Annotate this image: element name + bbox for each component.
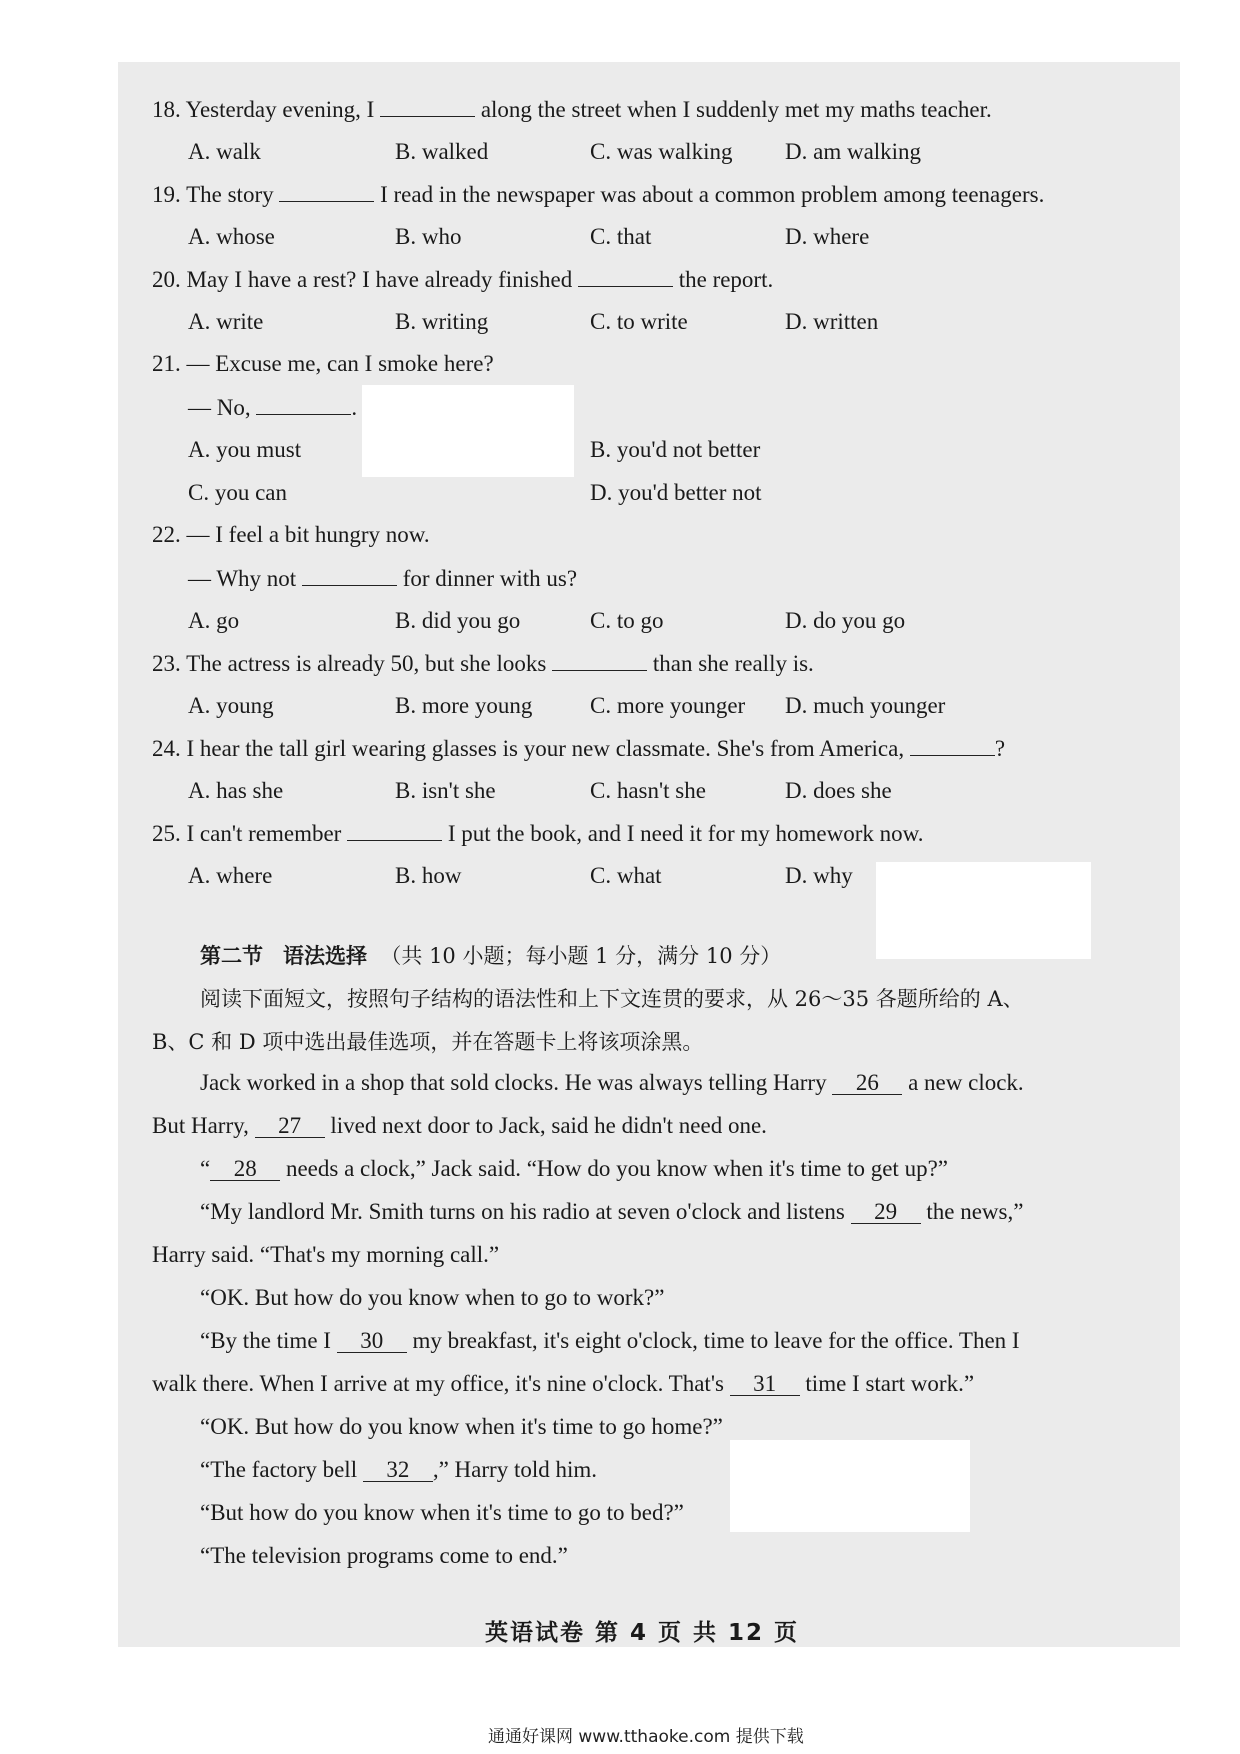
white-patch-2: [876, 862, 1091, 959]
page-footer: 英语试卷 第 4 页 共 12 页: [485, 1620, 800, 1646]
white-patch-1: [362, 385, 574, 477]
blank-28: 28: [210, 1158, 280, 1181]
section-score: （共 10 小题；每小题 1 分，满分 10 分）: [380, 944, 782, 968]
option-d: D. where: [785, 224, 870, 249]
passage-text: my breakfast, it's eight o'clock, time to leave for the office. Then I: [412, 1328, 1020, 1353]
option-a: A. young: [188, 693, 274, 718]
question-text: Yesterday evening, I: [185, 97, 375, 122]
option-a: A. write: [188, 309, 264, 334]
option-b: B. who: [395, 224, 462, 249]
option-d: D. do you go: [785, 608, 906, 633]
question-text: — No,: [188, 395, 251, 420]
question-18: [152, 96, 992, 123]
white-patch-3: [730, 1440, 970, 1532]
passage-text: time I start work.”: [805, 1371, 975, 1396]
answer-blank: [347, 820, 442, 841]
option-d: D. am walking: [785, 139, 922, 164]
passage-line: [200, 1156, 948, 1182]
passage-line: [200, 1457, 597, 1483]
question-text: the report.: [678, 267, 774, 292]
passage-text: lived next door to Jack, said he didn't need one.: [330, 1113, 767, 1138]
option-c: C. you can: [188, 480, 288, 505]
question-number: 23.: [152, 651, 181, 676]
question-text: I put the book, and I need it for my homework now.: [447, 821, 924, 846]
option-b: B. walked: [395, 139, 489, 164]
section-instruction: B、C 和 D 项中选出最佳选项，并在答题卡上将该项涂黑。: [152, 1030, 704, 1054]
question-number: 20.: [152, 267, 181, 292]
option-a: A. go: [188, 608, 240, 633]
option-c: C. was walking: [590, 139, 733, 164]
option-c: C. to go: [590, 608, 664, 633]
question-text: along the street when I suddenly met my maths teacher.: [480, 97, 992, 122]
blank-29: 29: [851, 1201, 921, 1224]
passage-line: [152, 1113, 767, 1139]
section-heading: [200, 940, 781, 970]
option-b: B. isn't she: [395, 778, 496, 803]
passage-text: “My landlord Mr. Smith turns on his radio at seven o'clock and listens: [200, 1199, 845, 1224]
question-25: [152, 820, 924, 847]
passage-text: But Harry,: [152, 1113, 249, 1138]
question-text: I can't remember: [186, 821, 342, 846]
option-b: B. how: [395, 863, 462, 888]
answer-blank: [578, 266, 673, 287]
passage-line: [152, 1371, 974, 1397]
question-text: — I feel a bit hungry now.: [186, 522, 430, 547]
section-instruction: 阅读下面短文，按照句子结构的语法性和上下文连贯的要求，从 26～35 各题所给的 A、: [200, 987, 1024, 1011]
answer-blank: [279, 181, 374, 202]
answer-blank: [552, 650, 647, 671]
passage-text: the news,”: [926, 1199, 1024, 1224]
passage-line: “But how do you know when it's time to go to bed?”: [200, 1500, 684, 1525]
option-d: D. written: [785, 309, 879, 334]
question-number: 21.: [152, 351, 181, 376]
option-a: A. has she: [188, 778, 284, 803]
question-number: 18.: [152, 97, 181, 122]
option-c: C. hasn't she: [590, 778, 706, 803]
option-b: B. more young: [395, 693, 533, 718]
question-text: — Why not: [188, 566, 297, 591]
exam-page: [118, 62, 1180, 1647]
option-c: C. to write: [590, 309, 688, 334]
passage-line: [200, 1328, 1020, 1354]
question-22: [152, 522, 430, 548]
passage-line: “OK. But how do you know when it's time to go home?”: [200, 1414, 723, 1439]
passage-text: needs a clock,” Jack said. “How do you know when it's time to get up?”: [285, 1156, 948, 1181]
question-19: [152, 181, 1044, 208]
passage-line: Harry said. “That's my morning call.”: [152, 1242, 500, 1267]
passage-text: a new clock.: [908, 1070, 1024, 1095]
option-b: B. did you go: [395, 608, 521, 633]
question-22-reply: [188, 565, 577, 592]
question-21-reply: [188, 394, 357, 421]
option-d: D. does she: [785, 778, 892, 803]
question-text: I hear the tall girl wearing glasses is your new classmate. She's from America,: [186, 736, 905, 761]
question-text: May I have a rest? I have already finished: [186, 267, 573, 292]
blank-31: 31: [730, 1373, 800, 1396]
question-text: ?: [994, 736, 1006, 761]
passage-line: “The television programs come to end.”: [200, 1543, 568, 1568]
passage-text: walk there. When I arrive at my office, it's nine o'clock. That's: [152, 1371, 724, 1396]
option-a: A. you must: [188, 437, 302, 462]
question-21: [152, 351, 494, 377]
answer-blank: [256, 394, 351, 415]
answer-blank: [302, 565, 397, 586]
question-20: [152, 266, 773, 293]
question-text: than she really is.: [652, 651, 814, 676]
option-d: D. you'd better not: [590, 480, 762, 505]
question-text: The story: [186, 182, 274, 207]
section-title: 第二节: [200, 943, 263, 968]
option-c: C. what: [590, 863, 662, 888]
question-text: The actress is already 50, but she looks: [186, 651, 547, 676]
answer-blank: [380, 96, 475, 117]
blank-30: 30: [337, 1330, 407, 1353]
option-a: A. walk: [188, 139, 261, 164]
section-subtitle: 语法选择: [283, 943, 368, 968]
download-watermark: 通通好课网 www.tthaoke.com 提供下载: [488, 1727, 804, 1747]
passage-text: “By the time I: [200, 1328, 331, 1353]
question-text: I read in the newspaper was about a common problem among teenagers.: [380, 182, 1045, 207]
option-d: D. why: [785, 863, 853, 888]
question-number: 24.: [152, 736, 181, 761]
question-number: 25.: [152, 821, 181, 846]
blank-26: 26: [832, 1072, 902, 1095]
passage-text: “: [200, 1156, 211, 1181]
answer-blank: [910, 735, 995, 756]
option-a: A. where: [188, 863, 273, 888]
passage-text: “The factory bell: [200, 1457, 358, 1482]
question-text: — Excuse me, can I smoke here?: [186, 351, 494, 376]
question-text: .: [351, 395, 358, 420]
question-24: [152, 735, 1005, 762]
passage-text: ,” Harry told him.: [432, 1457, 597, 1482]
blank-32: 32: [363, 1459, 433, 1482]
option-c: C. that: [590, 224, 652, 249]
passage-line: “OK. But how do you know when to go to work?”: [200, 1285, 665, 1310]
passage-line: [200, 1199, 1023, 1225]
option-b: B. writing: [395, 309, 489, 334]
question-text: for dinner with us?: [402, 566, 578, 591]
option-c: C. more younger: [590, 693, 746, 718]
question-number: 19.: [152, 182, 181, 207]
question-23: [152, 650, 814, 677]
option-b: B. you'd not better: [590, 437, 761, 462]
blank-27: 27: [255, 1115, 325, 1138]
passage-text: Jack worked in a shop that sold clocks. He was always telling Harry: [200, 1070, 827, 1095]
question-number: 22.: [152, 522, 181, 547]
option-a: A. whose: [188, 224, 275, 249]
option-d: D. much younger: [785, 693, 946, 718]
passage-line: [200, 1070, 1024, 1096]
